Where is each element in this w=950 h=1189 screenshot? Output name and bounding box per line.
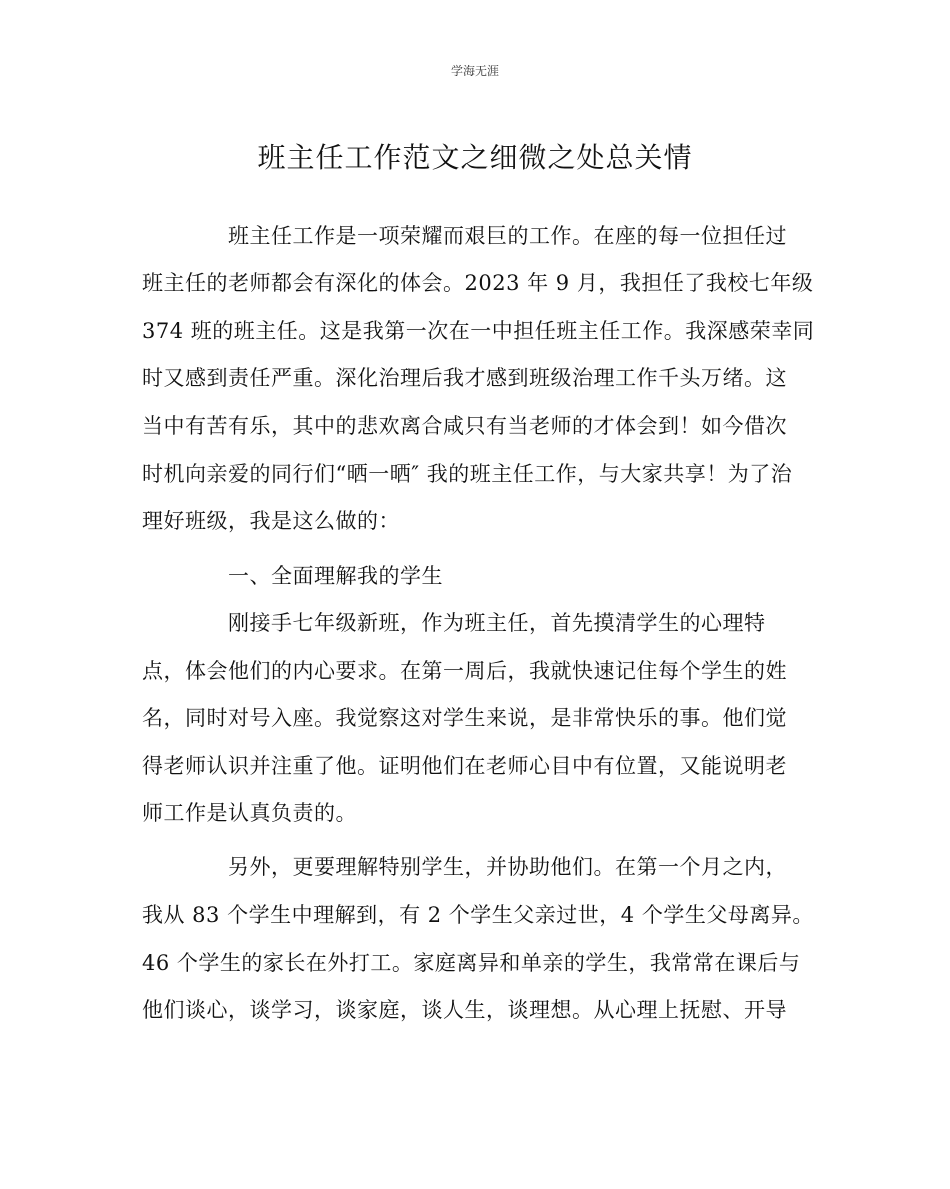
document-title: 班主任工作范文之细微之处总关情 <box>257 141 693 174</box>
paragraph-line: 班主任工作是一项荣耀而艰巨的工作。在座的每一位担任过 <box>228 224 787 248</box>
paragraph-line: 另外，更要理解特别学生，并协助他们。在第一个月之内， <box>228 855 787 879</box>
paragraph-line: 我从 83 个学生中理解到，有 2 个学生父亲过世，4 个学生父母离异。 <box>142 903 814 927</box>
page-header: 学海无涯 <box>450 64 499 78</box>
section-heading: 一、全面理解我的学生 <box>228 564 443 588</box>
paragraph-line: 班主任的老师都会有深化的体会。2023 年 9 月，我担任了我校七年级 <box>142 271 814 295</box>
paragraph-line: 时又感到责任严重。深化治理后我才感到班级治理工作千头万绪。这 <box>142 366 787 390</box>
paragraph-line: 46 个学生的家长在外打工。家庭离异和单亲的学生，我常常在课后与 <box>142 951 801 975</box>
paragraph-line: 得老师认识并注重了他。证明他们在老师心目中有位置，又能说明老 <box>142 754 787 778</box>
paragraph-line: 374 班的班主任。这是我第一次在一中担任班主任工作。我深感荣幸同 <box>142 319 815 343</box>
paragraph-line: 时机向亲爱的同行们“晒一晒″ 我的班主任工作，与大家共享！为了治 <box>142 462 793 486</box>
paragraph-line: 当中有苦有乐，其中的悲欢离合咸只有当老师的才体会到！如今借次 <box>142 414 787 438</box>
paragraph-line: 点，体会他们的内心要求。在第一周后，我就快速记住每个学生的姓 <box>142 659 787 683</box>
paragraph-line: 名，同时对号入座。我觉察这对学生来说，是非常快乐的事。他们觉 <box>142 706 787 730</box>
paragraph-line: 他们谈心，谈学习，谈家庭，谈人生，谈理想。从心理上抚慰、开导 <box>142 998 787 1022</box>
paragraph-line: 理好班级，我是这么做的： <box>142 509 400 533</box>
paragraph-line: 师工作是认真负责的。 <box>142 801 357 825</box>
paragraph-line: 刚接手七年级新班，作为班主任，首先摸清学生的心理特 <box>228 611 766 635</box>
